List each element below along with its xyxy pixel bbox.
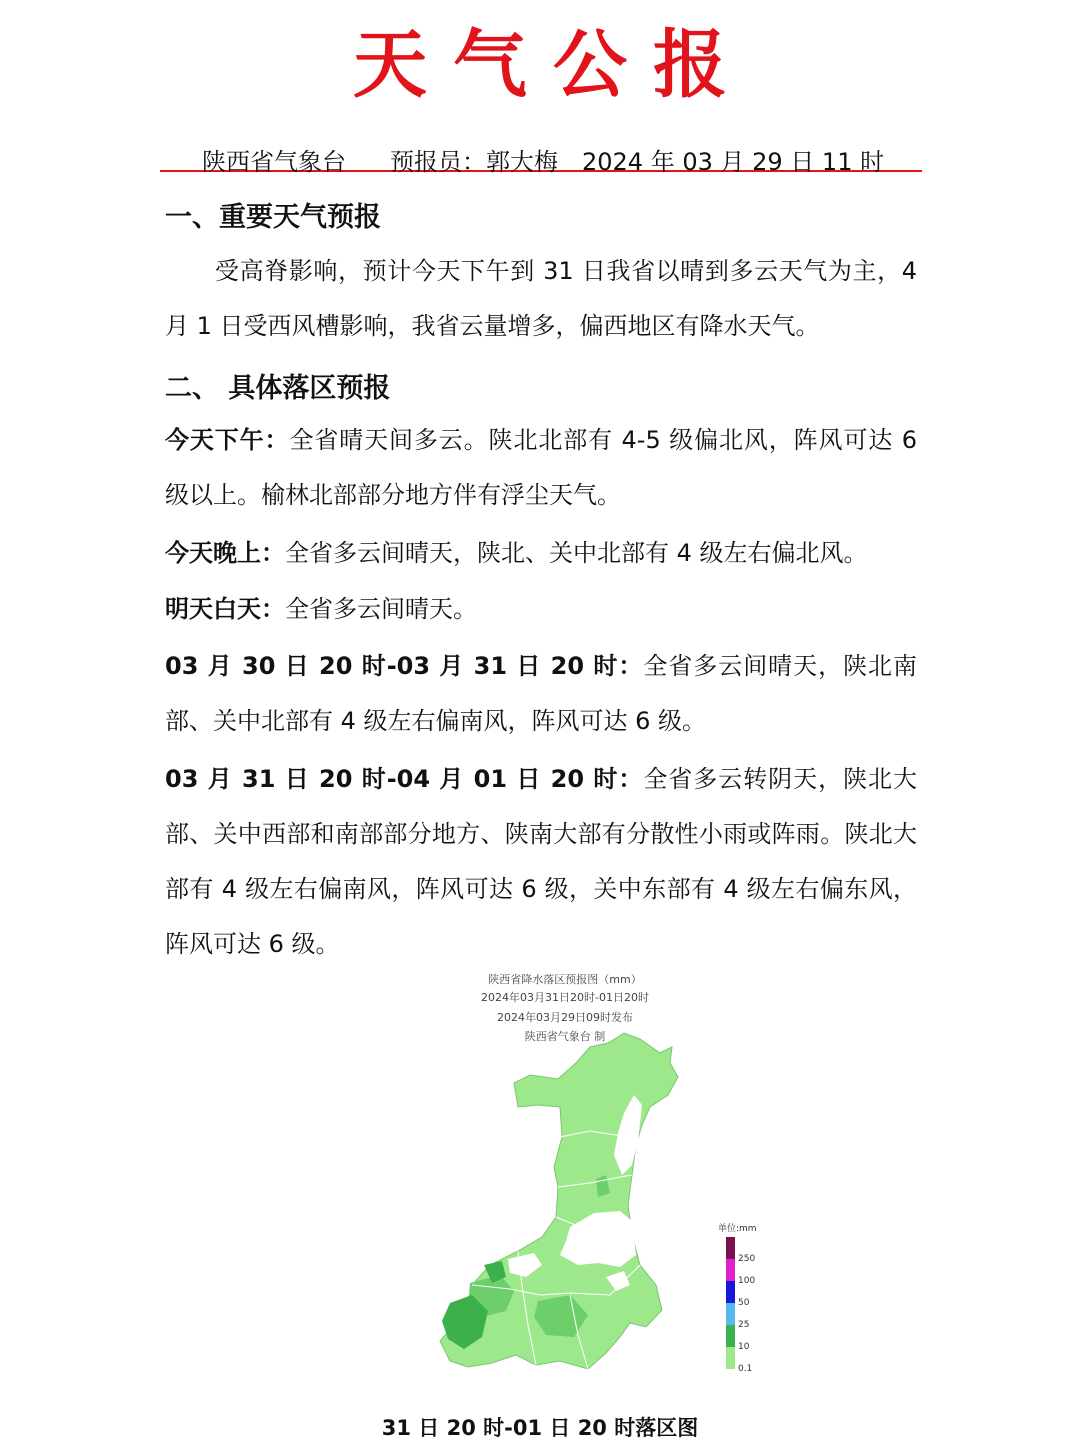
- legend-swatch: [726, 1281, 735, 1303]
- forecast-item-label: 今天下午：: [165, 426, 290, 454]
- map-maker: 陕西省气象台 制: [524, 1030, 606, 1043]
- legend-swatch: [726, 1259, 735, 1281]
- issuer-line: [160, 140, 922, 176]
- map-period: 2024年03月31日20时-01日20时: [481, 991, 649, 1004]
- issuer-datetime: 2024 年 03 月 29 日 11 时: [582, 148, 885, 176]
- legend-label: 25: [738, 1320, 750, 1330]
- section1-text: 受高脊影响，预计今天下午到 31 日我省以晴到多云天气为主，4 月 1 日受西风槽影响，我省云量增多，偏西地区有降水天气。: [165, 257, 917, 340]
- forecast-item-label: 03 月 31 日 20 时-04 月 01 日 20 时：: [165, 765, 644, 793]
- legend-label: 250: [738, 1254, 756, 1264]
- issuer-org: 陕西省气象台: [202, 148, 346, 176]
- forecast-item-label: 今天晚上：: [165, 539, 285, 567]
- map-caption: 31 日 20 时-01 日 20 时落区图: [381, 1416, 699, 1440]
- legend-colorbar: [726, 1237, 735, 1369]
- legend-label: 10: [738, 1342, 750, 1352]
- legend-swatch: [726, 1303, 735, 1325]
- bulletin-title: 天气公报: [353, 22, 753, 108]
- section1-heading: 一、重要天气预报: [165, 202, 381, 233]
- forecast-item: [165, 639, 917, 749]
- legend-swatch: [726, 1347, 735, 1369]
- forecast-item: [165, 526, 917, 581]
- map-title: 陕西省降水落区预报图（mm）: [488, 973, 642, 986]
- legend-swatch: [726, 1325, 735, 1347]
- forecast-item-text: 全省多云间晴天，陕北、关中北部有 4 级左右偏北风。: [285, 539, 868, 567]
- precipitation-map-figure: [410, 965, 790, 1385]
- forecast-item-text: 全省晴天间多云。陕北北部有 4-5 级偏北风，阵风可达 6 级以上。榆林北部部分地方伴有浮尘天气。: [165, 426, 918, 509]
- forecast-item: [165, 752, 917, 972]
- forecast-item: [165, 413, 917, 523]
- forecast-item-text: 全省多云间晴天。: [285, 595, 477, 623]
- legend-label: 100: [738, 1276, 756, 1286]
- forecast-item-label: 03 月 30 日 20 时-03 月 31 日 20 时：: [165, 652, 644, 680]
- legend-label: 50: [738, 1298, 750, 1308]
- legend-label: 0.1: [738, 1364, 753, 1374]
- forecast-item-label: 明天白天：: [165, 595, 285, 623]
- map-issued: 2024年03月29日09时发布: [497, 1011, 633, 1024]
- issuer-forecaster: 预报员：郭大梅: [390, 148, 558, 176]
- forecast-item-text: 全省多云转阴天，陕北大部、关中西部和南部部分地方、陕南大部有分散性小雨或阵雨。陕北大部有 4 级左右偏南风，阵风可达 6 级，关中东部有 4 级左右偏东风，阵风可达 6 级。: [165, 765, 918, 958]
- section2-heading: 二、 具体落区预报: [165, 373, 391, 404]
- legend-swatch: [726, 1237, 735, 1259]
- forecast-item: [165, 582, 917, 637]
- legend-title: 单位:mm: [718, 1224, 757, 1234]
- forecast-item-text: 全省多云间晴天，陕北南部、关中北部有 4 级左右偏南风，阵风可达 6 级。: [165, 652, 918, 735]
